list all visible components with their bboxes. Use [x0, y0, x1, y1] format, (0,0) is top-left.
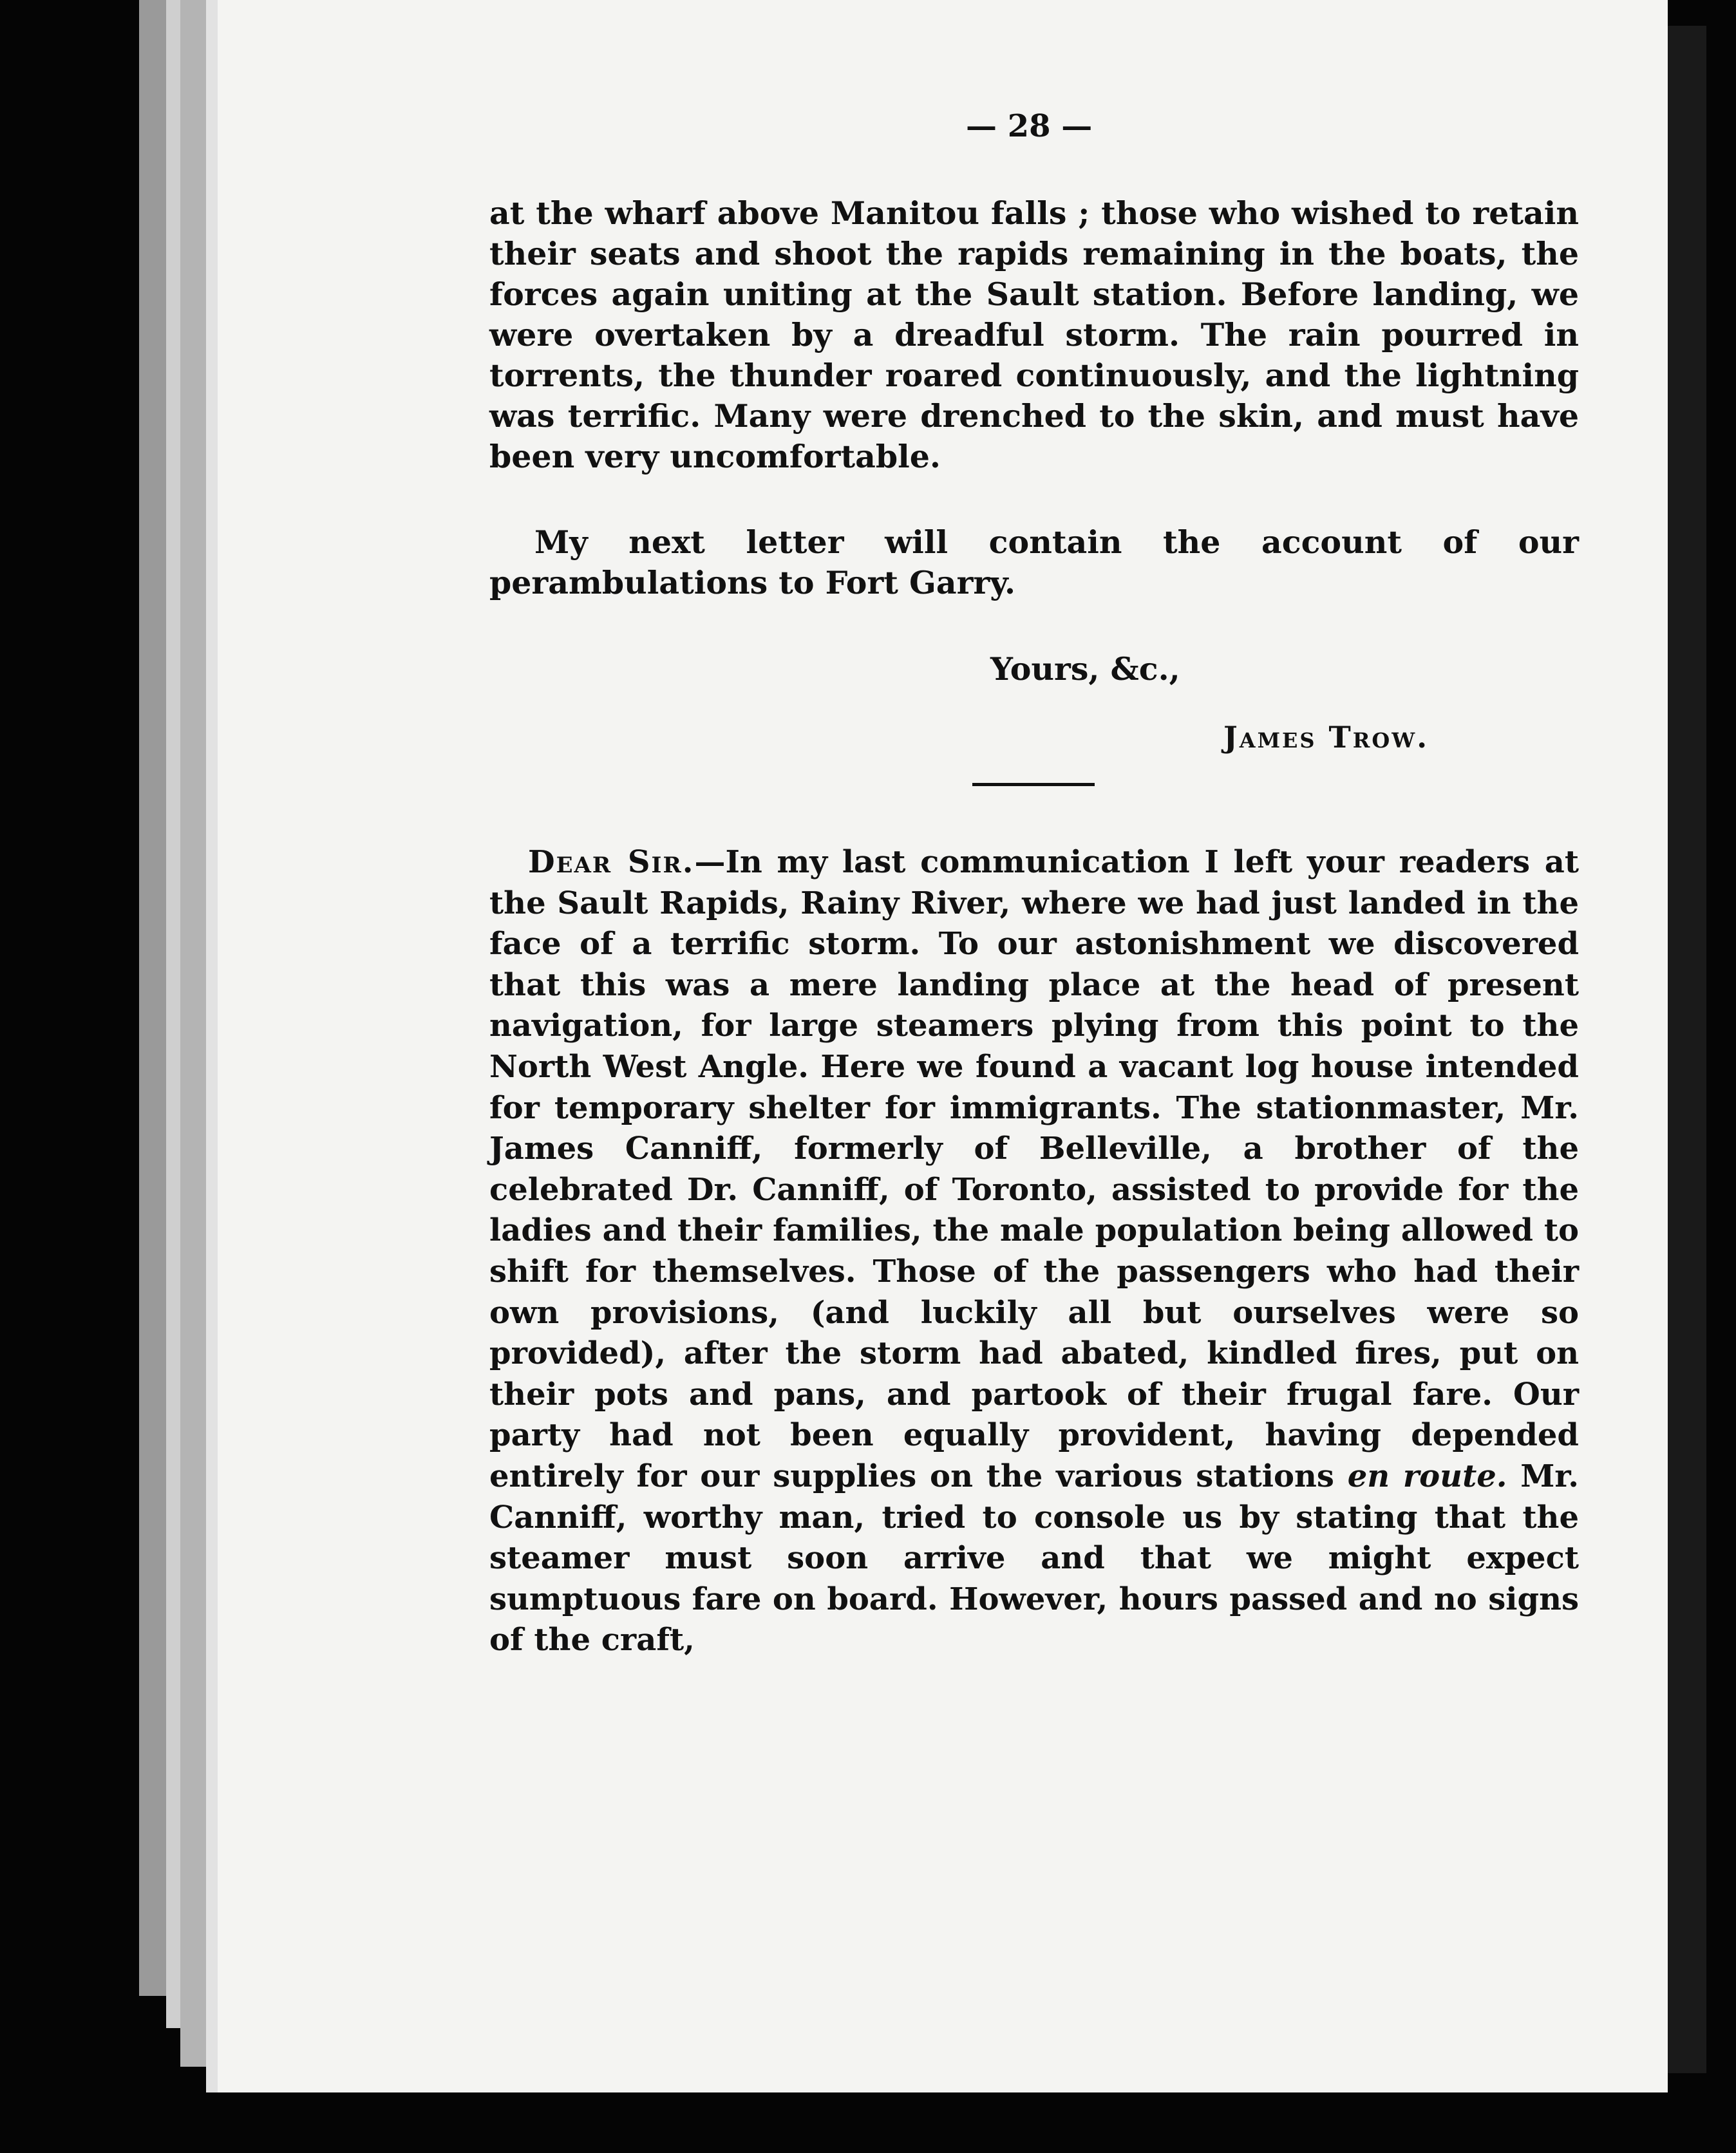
page-edge [166, 0, 180, 2028]
section-divider [972, 783, 1095, 786]
letter-closing: Yours, &c., [990, 650, 1180, 688]
page-number: — 28 — [966, 108, 1093, 144]
book-spine [1668, 26, 1706, 2073]
letter-signature: James Trow. [1223, 720, 1429, 755]
paragraph-continuation [489, 193, 1579, 477]
paragraph-text: My next letter will contain the account of our perambulations to Fort Garry. [489, 523, 1579, 601]
paragraph-text: at the wharf above Manitou falls ; those who wished to retain their seats and shoot the rapids remaining in the boats, the forces again uniting at the Sault station. Before landing, we were overtaken by a dreadful storm. The rain pourred in torrents, the thunder roared continuously, and the lightning was terrific. Many were drenched to the skin, and must have been very uncomfortable. [489, 194, 1579, 475]
page-edge [206, 0, 218, 2092]
page-edge [180, 0, 206, 2067]
paragraph-new-letter [489, 842, 1579, 1661]
paragraph-next-letter [489, 522, 1579, 603]
paragraph-body: —In my last communication I left your readers at the Sault Rapids, Rainy River, where we had just landed in the face of a terrific storm. To our astonishment we discovered that this was a mere landing place at the head of present navigation, for large steamers plying from this point to the North West Angle. Here we found a vacant log house intended for temporary shelter for immigrants. The stationmaster, Mr. James Canniff, formerly of Belleville, a brother of the celebrated Dr. Canniff, of Toronto, assisted to provide for the ladies and their families, the male population being allowed to shift for themselves. Those of the passengers who had their own provisions, (and luckily all but ourselves were so provided), after the storm had abated, kindled fires, put on their pots and pans, and partook of their frugal fare. Our party had not been equally provident, having depended entirely for our supplies on the various stations [489, 844, 1580, 1494]
paragraph-text [489, 842, 1579, 1661]
salutation: Dear Sir. [528, 844, 695, 880]
italic-phrase: en route. [1347, 1458, 1507, 1494]
page-edge [139, 0, 166, 1996]
paragraph-body: Mr. Canniff, worthy man, tried to console us by stating that the steamer must soon arrive and that we might expect sumptuous fare on board. However, hours passed and no signs of the craft, [489, 1458, 1579, 1659]
